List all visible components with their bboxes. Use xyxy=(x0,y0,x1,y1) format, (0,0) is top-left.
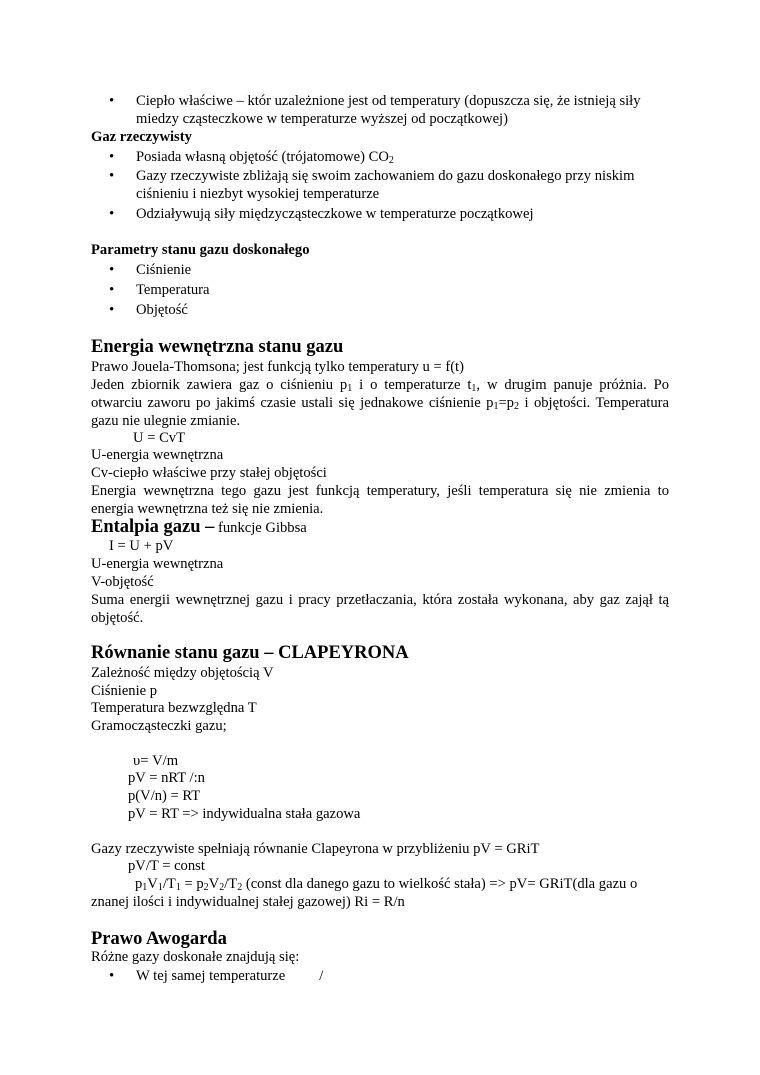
formula-line: $p_1V_1/T_1 = p_2V_2/T_2$ (const dla danego gazu to wielkość stała) => pV= GRiT(dla gazu o xyxy=(135,876,638,893)
bullet-text: Odziaływują siły międzycząsteczkowe w temperaturze początkowej xyxy=(136,206,534,222)
text-line: Gramocząsteczki gazu; xyxy=(91,718,227,734)
bullet-icon: • xyxy=(109,206,115,222)
bullet-icon: • xyxy=(109,149,115,165)
paragraph: Suma energii wewnętrznej gazu i pracy przetłaczania, która została wykonana, aby gaz zajął tą objętość. xyxy=(91,592,669,626)
list-item xyxy=(109,205,669,223)
section-heading-parametry: Parametry stanu gazu doskonałego xyxy=(91,242,310,258)
text-line: Temperatura bezwzględna T xyxy=(91,700,257,716)
section-heading-entalpia: Entalpia gazu – funkcje Gibbsa xyxy=(91,517,307,537)
list-item xyxy=(109,167,669,203)
formula: I = U + pV xyxy=(109,538,174,554)
list-item xyxy=(109,281,669,299)
section-heading-gaz-rzeczywisty: Gaz rzeczywisty xyxy=(91,129,192,145)
bullet-icon: • xyxy=(109,302,115,318)
list-item xyxy=(109,92,669,128)
text-line: Prawo Jouela-Thomsona; jest funkcją tylko temperatury u = f(t) xyxy=(91,359,464,375)
bullet-icon: • xyxy=(109,168,115,184)
list-item xyxy=(109,261,669,279)
bullet-text: Temperatura xyxy=(136,282,210,298)
bullet-icon: • xyxy=(109,282,115,298)
bullet-icon: • xyxy=(109,262,115,278)
bullet-text: W tej samej temperaturze / xyxy=(136,968,324,984)
section-heading-awogadro: Prawo Awogarda xyxy=(91,929,227,949)
text-line: Cv-ciepło właściwe przy stałej objętości xyxy=(91,465,327,481)
text-line: V-objętość xyxy=(91,574,154,590)
text-line: U-energia wewnętrzna xyxy=(91,447,224,463)
paragraph: Jeden zbiornik zawiera gaz o ciśnieniu $p_1$ i o temperaturze $t_1$, w drugim panuje próżnia. Po otwarciu zaworu po jakimś czasie ustali się jednakowe ciśnienie $p_1=p_2$ i objętości. Temperatura gazu nie ulegnie zmianie. xyxy=(91,377,670,429)
bullet-text: Gazy rzeczywiste zbliżają się swoim zachowaniem do gazu doskonałego przy niskim ciśnieniu i niezbyt wysokiej temperaturze xyxy=(136,168,635,202)
formula: pV = RT => indywidualna stała gazowa xyxy=(128,806,361,822)
bullet-text: Objętość xyxy=(136,302,188,318)
text-line: znanej ilości i indywidualnej stałej gazowej) Ri = R/n xyxy=(91,894,405,910)
formula: p(V/n) = RT xyxy=(128,788,201,804)
paragraph: Energia wewnętrzna tego gazu jest funkcją temperatury, jeśli temperatura się nie zmienia to energia wewnętrzna też się nie zmienia. xyxy=(91,483,669,517)
text-line: Ciśnienie p xyxy=(91,683,158,699)
list-item xyxy=(109,301,669,319)
list-item xyxy=(109,148,669,166)
formula: pV/T = const xyxy=(128,858,205,874)
text-line: Zależność między objętością V xyxy=(91,665,274,681)
bullet-text: Ciepło właściwe – któr uzależnione jest od temperatury (dopuszcza się, że istnieją siły miedzy cząsteczkowe w temperaturze wyższej od początkowej) xyxy=(136,93,641,127)
section-heading-clapeyron: Równanie stanu gazu – CLAPEYRONA xyxy=(91,643,409,663)
section-heading-energia: Energia wewnętrzna stanu gazu xyxy=(91,337,344,357)
bullet-icon: • xyxy=(109,968,115,984)
text-line: Gazy rzeczywiste spełniają równanie Clapeyrona w przybliżeniu pV = GRiT xyxy=(91,841,540,857)
formula: U = CvT xyxy=(133,430,186,446)
bullet-icon: • xyxy=(109,93,115,109)
text-line: Różne gazy doskonałe znajdują się: xyxy=(91,949,300,965)
bullet-text: Posiada własną objętość (trójatomowe) $CO_2$ xyxy=(136,149,394,166)
formula: pV = nRT /:n xyxy=(128,770,205,786)
formula: υ= V/m xyxy=(133,753,179,769)
list-item xyxy=(109,967,669,985)
text-line: U-energia wewnętrzna xyxy=(91,556,224,572)
bullet-text: Ciśnienie xyxy=(136,262,192,278)
